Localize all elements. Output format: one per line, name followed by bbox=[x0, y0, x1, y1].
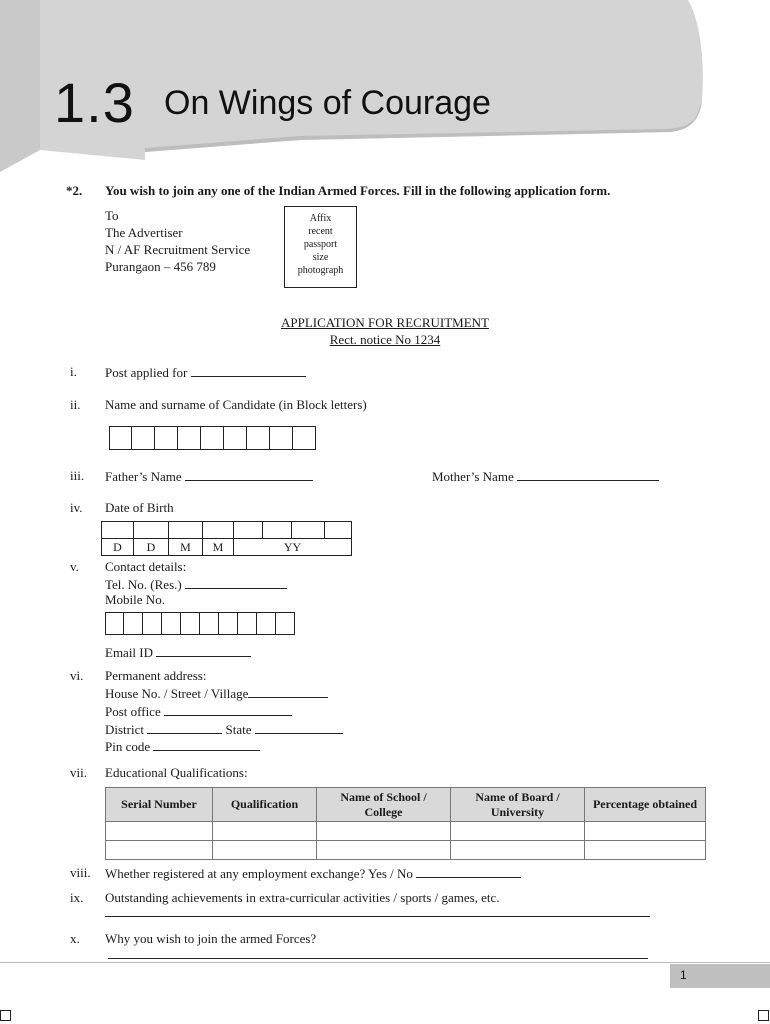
mother-name-row bbox=[432, 468, 659, 485]
post-applied-field[interactable] bbox=[191, 364, 306, 377]
mobile-label: Mobile No. bbox=[105, 592, 165, 607]
table-row bbox=[106, 822, 706, 841]
item-number: ii. bbox=[70, 397, 81, 412]
edu-cell[interactable] bbox=[106, 841, 213, 860]
item-number: iii. bbox=[70, 468, 85, 483]
letter-box[interactable] bbox=[155, 426, 178, 450]
dob-label-cell: D bbox=[102, 539, 134, 556]
tel-field[interactable] bbox=[185, 576, 287, 589]
email-field[interactable] bbox=[156, 644, 251, 657]
letter-box[interactable] bbox=[109, 426, 132, 450]
item-number: vii. bbox=[70, 765, 87, 780]
mother-name-field[interactable] bbox=[517, 468, 659, 481]
footer-divider bbox=[0, 962, 770, 963]
pin-row bbox=[105, 738, 260, 755]
photo-box-text: Affix bbox=[309, 213, 332, 224]
dob-cell[interactable] bbox=[169, 522, 203, 539]
mobile-boxes[interactable] bbox=[105, 612, 295, 635]
post-office-field[interactable] bbox=[164, 703, 292, 716]
photo-box-text: size bbox=[312, 252, 329, 263]
achievements-label: Outstanding achievements in extra-curricular activities / sports / games, etc. bbox=[105, 890, 500, 905]
recipient-address bbox=[105, 207, 250, 275]
achievements-field[interactable] bbox=[105, 916, 650, 917]
post-applied-row bbox=[105, 364, 306, 381]
corner-mark bbox=[0, 1010, 11, 1021]
digit-box[interactable] bbox=[162, 612, 181, 635]
photo-box-text: recent bbox=[308, 226, 333, 237]
address-line: Purangaon – 456 789 bbox=[105, 259, 216, 274]
education-table bbox=[105, 787, 706, 860]
edu-header: Percentage obtained bbox=[585, 788, 706, 822]
mother-name-label: Mother’s Name bbox=[432, 469, 514, 484]
letter-box[interactable] bbox=[247, 426, 270, 450]
page-number: 1 bbox=[680, 968, 687, 982]
digit-box[interactable] bbox=[276, 612, 295, 635]
permanent-address-label: Permanent address: bbox=[105, 668, 207, 683]
form-subtitle: Rect. notice No 1234 bbox=[329, 332, 441, 347]
tel-label: Tel. No. (Res.) bbox=[105, 577, 182, 592]
letter-box[interactable] bbox=[178, 426, 201, 450]
dob-cell[interactable] bbox=[234, 522, 263, 539]
dob-cell[interactable] bbox=[102, 522, 134, 539]
chapter-number: 1.3 bbox=[54, 71, 135, 134]
digit-box[interactable] bbox=[105, 612, 124, 635]
pin-field[interactable] bbox=[153, 738, 260, 751]
digit-box[interactable] bbox=[143, 612, 162, 635]
dob-label-cell: D bbox=[134, 539, 169, 556]
edu-header: Qualification bbox=[213, 788, 317, 822]
address-line: To bbox=[105, 208, 119, 223]
dob-label-cell: YY bbox=[234, 539, 352, 556]
page-number-box bbox=[670, 964, 770, 988]
father-name-row bbox=[105, 468, 313, 485]
photo-box[interactable] bbox=[284, 206, 357, 288]
house-row bbox=[105, 685, 328, 702]
house-label: House No. / Street / Village bbox=[105, 686, 249, 701]
post-office-row bbox=[105, 703, 292, 720]
tel-row bbox=[105, 576, 287, 593]
education-label: Educational Qualifications: bbox=[105, 765, 248, 780]
district-label: District bbox=[105, 722, 144, 737]
reason-label: Why you wish to join the armed Forces? bbox=[105, 931, 317, 946]
digit-box[interactable] bbox=[124, 612, 143, 635]
item-number: vi. bbox=[70, 668, 84, 683]
digit-box[interactable] bbox=[200, 612, 219, 635]
father-name-label: Father’s Name bbox=[105, 469, 182, 484]
chapter-title: On Wings of Courage bbox=[164, 84, 491, 122]
item-number: ix. bbox=[70, 890, 84, 905]
edu-cell[interactable] bbox=[317, 822, 451, 841]
contact-label: Contact details: bbox=[105, 559, 187, 574]
item-number: iv. bbox=[70, 500, 83, 515]
edu-cell[interactable] bbox=[317, 841, 451, 860]
pin-label: Pin code bbox=[105, 739, 151, 754]
edu-cell[interactable] bbox=[451, 822, 585, 841]
dob-cell[interactable] bbox=[292, 522, 325, 539]
table-row bbox=[106, 841, 706, 860]
address-line: The Advertiser bbox=[105, 225, 183, 240]
edu-cell[interactable] bbox=[106, 822, 213, 841]
district-field[interactable] bbox=[147, 721, 222, 734]
edu-cell[interactable] bbox=[585, 841, 706, 860]
employment-exchange-row bbox=[105, 865, 521, 882]
digit-box[interactable] bbox=[219, 612, 238, 635]
digit-box[interactable] bbox=[257, 612, 276, 635]
house-field[interactable] bbox=[248, 685, 328, 698]
form-title: APPLICATION FOR RECRUITMENT bbox=[280, 315, 489, 330]
edu-cell[interactable] bbox=[451, 841, 585, 860]
district-state-row bbox=[105, 721, 343, 738]
dob-label: Date of Birth bbox=[105, 500, 174, 515]
reason-field[interactable] bbox=[108, 958, 648, 959]
edu-header: Name of Board / University bbox=[451, 788, 585, 822]
dob-grid[interactable] bbox=[101, 521, 352, 556]
letter-box[interactable] bbox=[132, 426, 155, 450]
dob-cell[interactable] bbox=[325, 522, 352, 539]
candidate-name-boxes[interactable] bbox=[109, 426, 316, 450]
edu-cell[interactable] bbox=[213, 841, 317, 860]
edu-cell[interactable] bbox=[213, 822, 317, 841]
email-row bbox=[105, 644, 251, 661]
item-number: v. bbox=[70, 559, 79, 574]
state-label: State bbox=[225, 722, 252, 737]
letter-box[interactable] bbox=[293, 426, 316, 450]
letter-box[interactable] bbox=[270, 426, 293, 450]
father-name-field[interactable] bbox=[185, 468, 313, 481]
digit-box[interactable] bbox=[238, 612, 257, 635]
edu-header: Serial Number bbox=[106, 788, 213, 822]
letter-box[interactable] bbox=[224, 426, 247, 450]
photo-box-text: passport bbox=[303, 239, 338, 250]
photo-box-text: photograph bbox=[297, 265, 344, 276]
question-number: *2. bbox=[66, 183, 83, 198]
post-office-label: Post office bbox=[105, 704, 161, 719]
state-field[interactable] bbox=[255, 721, 343, 734]
dob-label-cell: M bbox=[169, 539, 203, 556]
letter-box[interactable] bbox=[201, 426, 224, 450]
dob-cell[interactable] bbox=[263, 522, 292, 539]
address-line: N / AF Recruitment Service bbox=[105, 242, 251, 257]
dob-cell[interactable] bbox=[203, 522, 234, 539]
item-number: i. bbox=[70, 364, 77, 379]
dob-cell[interactable] bbox=[134, 522, 169, 539]
employment-exchange-label: Whether registered at any employment exchange? Yes / No bbox=[105, 866, 413, 881]
digit-box[interactable] bbox=[181, 612, 200, 635]
dob-label-cell: M bbox=[203, 539, 234, 556]
corner-mark bbox=[758, 1010, 769, 1021]
candidate-name-label: Name and surname of Candidate (in Block letters) bbox=[105, 397, 367, 412]
post-applied-label: Post applied for bbox=[105, 365, 188, 380]
edu-cell[interactable] bbox=[585, 822, 706, 841]
email-label: Email ID bbox=[105, 645, 154, 660]
question-text: You wish to join any one of the Indian Armed Forces. Fill in the following application form. bbox=[105, 183, 611, 198]
item-number: x. bbox=[70, 931, 80, 946]
item-number: viii. bbox=[70, 865, 91, 880]
employment-exchange-field[interactable] bbox=[416, 865, 521, 878]
edu-header: Name of School / College bbox=[317, 788, 451, 822]
